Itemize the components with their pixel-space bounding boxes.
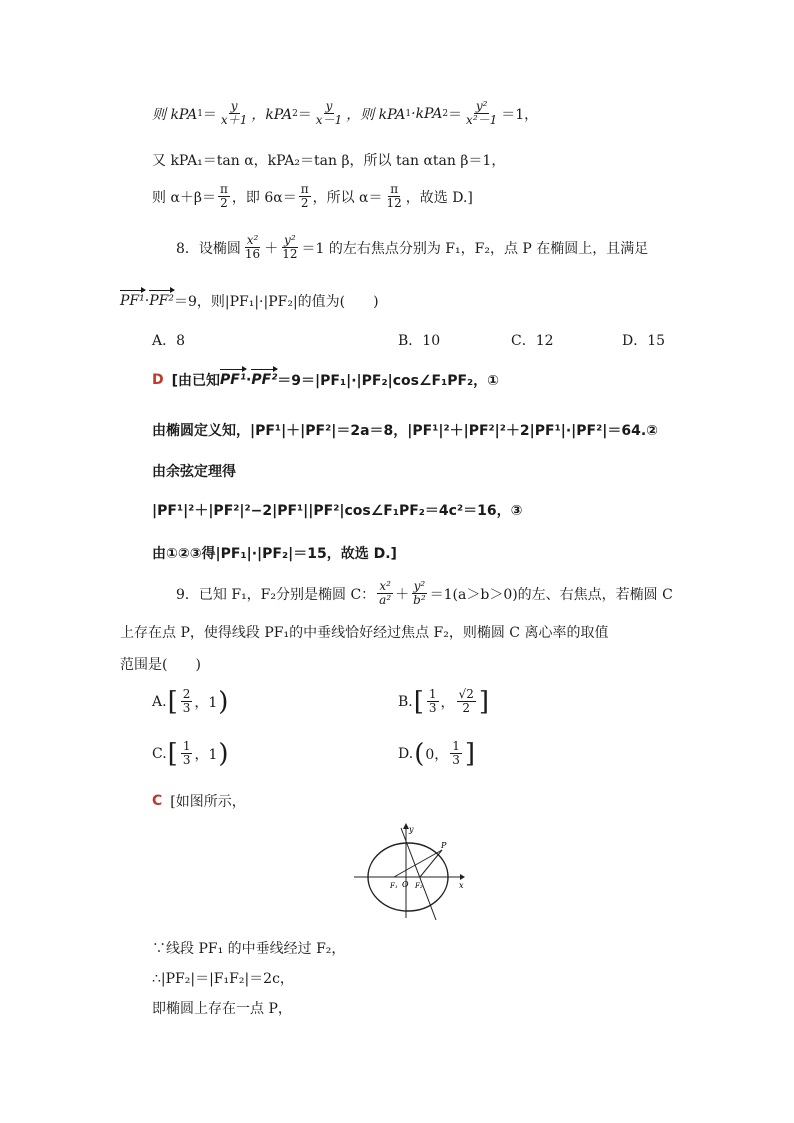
fraction: $\frac{\pi}{12}$ <box>386 182 402 211</box>
text: |PF¹|²＋|PF²|²−2|PF¹||PF²|cos∠F₁PF₂＝4c²＝16，③ <box>152 503 523 519</box>
solution-8-line3 <box>152 461 236 481</box>
option-a: A．8 <box>152 333 186 349</box>
option-d: D. ( 0， $\frac{1}{3}$ ] <box>398 738 476 769</box>
vector: PF² <box>149 293 174 309</box>
option-c: C．12 <box>511 333 554 349</box>
question-9-line1 <box>176 580 673 607</box>
focus-f1-label: F₁ <box>390 882 398 890</box>
fraction: $\frac{\text{y²}}{\text{b²}}$ <box>413 579 426 608</box>
focus-f2-label: F₂ <box>415 882 423 890</box>
text: ＝1(a＞b＞0)的左、右焦点，若椭圆 C <box>429 586 673 603</box>
text: 则 α＋β＝ <box>152 189 216 206</box>
text: 9．已知 F₁，F₂分别是椭圆 C： <box>176 586 376 603</box>
text: 上存在点 P，使得线段 PF₁的中垂线恰好经过焦点 F₂，则椭圆 C 离心率的取值 <box>120 625 609 641</box>
solution-line-tan <box>152 150 505 170</box>
question-8-line1 <box>176 234 648 261</box>
question-9-line2 <box>120 622 608 642</box>
text: · <box>246 372 252 388</box>
option-a: A. [ $\frac{2}{3}$ ，1 ) <box>152 686 229 717</box>
fraction: $\frac{\text{y²}}{\text{x²－1}}$ <box>466 99 498 128</box>
text: ，故选 D.] <box>405 189 473 206</box>
solution-9-line4 <box>152 998 292 1018</box>
fraction: $\frac{\pi}{2}$ <box>300 182 309 211</box>
text: ，即 6α＝ <box>231 189 297 206</box>
text: ＝1 的左右焦点分别为 F₁，F₂，点 P 在椭圆上，且满足 <box>301 240 649 257</box>
solution-line-slopes: 则 kPA 1 ＝ $\frac{y}{x+1}$ ，kPA 2 ＝ $\frac{y}{x-1}$ ，则 kPA 1 ·kPA 2 ＝ $\frac{\text{y²}}{\text{x²－1}}$ ＝1， <box>152 99 539 128</box>
text: ＝9＝|PF₁|·|PF₂|cos∠F₁PF₂，① <box>277 373 500 389</box>
text: ＋ <box>264 240 279 257</box>
option-b: B. [ $\frac{1}{3}$ ， $\frac{√2}{2}$ ] <box>398 686 489 717</box>
text: 则 kPA <box>152 106 198 123</box>
text: 又 kPA₁＝tan α，kPA₂＝tan β，所以 tan αtan β＝1， <box>152 153 506 169</box>
vector: PF² <box>251 372 278 388</box>
fraction: $\frac{y}{x-1}$ <box>315 99 343 128</box>
text: [如图所示， <box>170 794 246 810</box>
solution-9-line3 <box>152 968 294 988</box>
fraction: $\frac{\text{x²}}{16}$ <box>244 233 261 262</box>
x-axis-label: x <box>459 881 464 890</box>
fraction: $\frac{\text{y²}}{12}$ <box>282 233 298 262</box>
question-8-line2 <box>120 291 379 311</box>
fraction: $\frac{\pi}{2}$ <box>220 182 228 211</box>
text: ∴|PF₂|＝|F₁F₂|＝2c， <box>152 971 294 987</box>
text: 8．设椭圆 <box>176 240 241 257</box>
text: ，则 kPA <box>346 106 406 123</box>
fraction: $\frac{\text{x²}}{\text{a²}}$ <box>379 579 392 608</box>
option-b: B．10 <box>398 333 441 349</box>
option-c: C. [ $\frac{1}{3}$ ，1 ) <box>152 738 229 769</box>
text: ＝ <box>448 106 463 123</box>
solution-8-line1 <box>152 370 499 390</box>
point-p-label: P <box>441 841 447 850</box>
answer-letter: C <box>152 793 163 809</box>
text: ＝9，则|PF₁|·|PF₂|的值为( ) <box>173 294 379 310</box>
text: · <box>144 293 150 309</box>
y-axis-label: y <box>409 825 414 834</box>
text: ，所以 α＝ <box>312 189 383 206</box>
solution-8-line2 <box>152 420 658 440</box>
vector: PF¹ <box>120 293 145 309</box>
ellipse-figure <box>352 820 468 920</box>
text: 由①②③得|PF₁|·|PF₂|＝15，故选 D.] <box>152 546 397 562</box>
vector: PF¹ <box>220 372 246 388</box>
text: 范围是( ) <box>120 657 201 673</box>
text: ＝1， <box>501 106 539 123</box>
solution-9-line2 <box>152 938 345 958</box>
option-d: D．15 <box>622 333 666 349</box>
solution-9-line1 <box>152 791 246 811</box>
text: 即椭圆上存在一点 P， <box>152 1001 292 1017</box>
text: 由椭圆定义知，|PF¹|＋|PF²|＝2a＝8，|PF¹|²＋|PF²|²＋2|PF¹|·|PF²|＝64.② <box>152 423 659 439</box>
text: ·kPA <box>411 105 443 122</box>
text: ＋ <box>395 586 410 603</box>
answer-letter: D <box>152 372 164 388</box>
solution-line-alpha <box>152 183 473 210</box>
text: ∵线段 PF₁ 的中垂线经过 F₂， <box>152 941 346 957</box>
text: ＝ <box>297 106 312 123</box>
solution-8-line4 <box>152 500 522 520</box>
text: ＝ <box>202 106 217 123</box>
text: ，kPA <box>251 106 293 123</box>
origin-label: O <box>402 880 409 889</box>
question-9-line3 <box>120 654 201 674</box>
fraction: $\frac{y}{x+1}$ <box>220 99 248 128</box>
text: [由已知 <box>171 373 221 389</box>
solution-8-line5 <box>152 543 397 563</box>
text: 由余弦定理得 <box>152 464 236 480</box>
